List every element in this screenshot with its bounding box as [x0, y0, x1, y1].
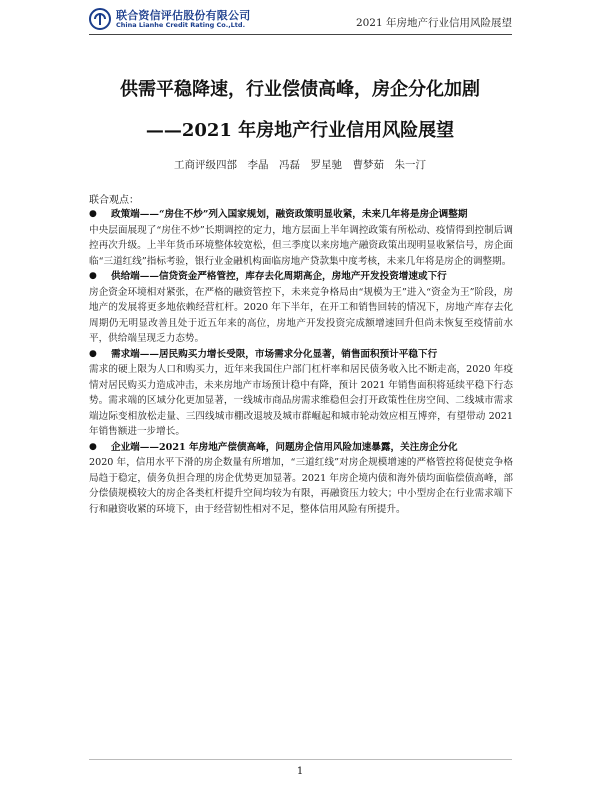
- point-body: 中央层面展现了“房住不炒”长期调控的定力，地方层面上半年调控政策有所松动、疫情得到控制后调控再次升级。上半年货币环境整体较宽松，但三季度以来房地产融资政策出现明显收紧信号，房企面临“三道红线”指标考验，银行业金融机构面临房地产贷款集中度考核，未来几年将是房企的调整期。: [89, 224, 513, 267]
- company-name-cn: 联合资信评估股份有限公司: [116, 9, 251, 22]
- point-heading: 供给端——信贷资金严格管控，库存去化周期高企，房地产开发投资增速或下行: [111, 271, 447, 282]
- summary-label: 联合观点：: [89, 195, 139, 206]
- point-heading: 需求端——居民购买力增长受限，市场需求分化显著，销售面积预计平稳下行: [111, 348, 438, 360]
- bullet-icon: ●: [89, 271, 97, 281]
- header-divider: [89, 34, 512, 35]
- point-body: 需求的硬上限为人口和购买力，近年来我国住户部门杠杆率和居民债务收入比不断走高，2020 年疫情对居民购买力造成冲击，未来房地产市场预计稳中有降，预计 2021 年销售面积将延续平稳下行态势。需求端的区域分化更加显著，一线城市商品房需求维稳但会打开政策性住房空间、二线城市需求端边际变相放松走量、三四线城市棚改退坡及城市群崛起和城市轮动效应相互博弈，有望带动 2021 年销售额进一步增长。: [89, 364, 513, 437]
- key-point: [89, 269, 513, 347]
- point-heading: 政策端——“房住不炒”列入国家规划，融资政策明显收紧，未来几年将是房企调整期: [111, 209, 468, 220]
- page-header: [89, 8, 512, 32]
- key-point: [89, 347, 513, 440]
- author-list: 工商评级四部 李晶 冯磊 罗星驰 曹梦茹 朱一汀: [174, 159, 426, 171]
- bullet-icon: ●: [89, 348, 97, 359]
- page-number: 1: [296, 766, 304, 777]
- bullet-icon: ●: [89, 441, 97, 452]
- header-doc-title: 2021 年房地产行业信用风险展望: [355, 17, 512, 29]
- key-point: [89, 207, 513, 269]
- report-subtitle: ——2021 年房地产行业信用风险展望: [145, 120, 455, 141]
- company-name-en: China Lianhe Credit Rating Co.,Ltd.: [116, 21, 246, 29]
- lianhe-logo-icon: [89, 8, 111, 30]
- point-heading: 企业端——2021 年房地产偿债高峰，问题房企信用风险加速暴露，关注房企分化: [111, 441, 458, 453]
- report-title: 供需平稳降速，行业偿债高峰，房企分化加剧: [120, 79, 480, 100]
- footer-divider: [89, 759, 512, 760]
- bullet-icon: ●: [89, 209, 97, 219]
- key-points: [89, 207, 513, 517]
- point-body: 房企资金环境相对紧张，在严格的融资管控下，未来竞争格局由“规模为王”进入“资金为王”阶段，房地产的发展将更多地依赖经营杠杆。2020 年下半年，在开工和销售回转的情况下，房地产库存去化周期仍无明显改善且处于近五年来的高位，房地产开发投资完成额增速回升但尚未恢复至疫情前水平，供给端呈现乏力态势。: [89, 286, 513, 344]
- point-body: 2020 年，信用水平下滑的房企数量有所增加，“三道红线”对房企规模增速的严格管控将促使竞争格局趋于稳定，债务负担合理的房企优势更加显著。2021 年房企境内债和海外债均面临偿债高峰，部分偿债规模较大的房企各类杠杆提升空间均较为有限，再融资压力较大；中小型房企在行业需求端下行和融资收紧的环境下，由于经营韧性相对不足，整体信用风险有所提升。: [89, 457, 513, 515]
- key-point: [89, 440, 513, 518]
